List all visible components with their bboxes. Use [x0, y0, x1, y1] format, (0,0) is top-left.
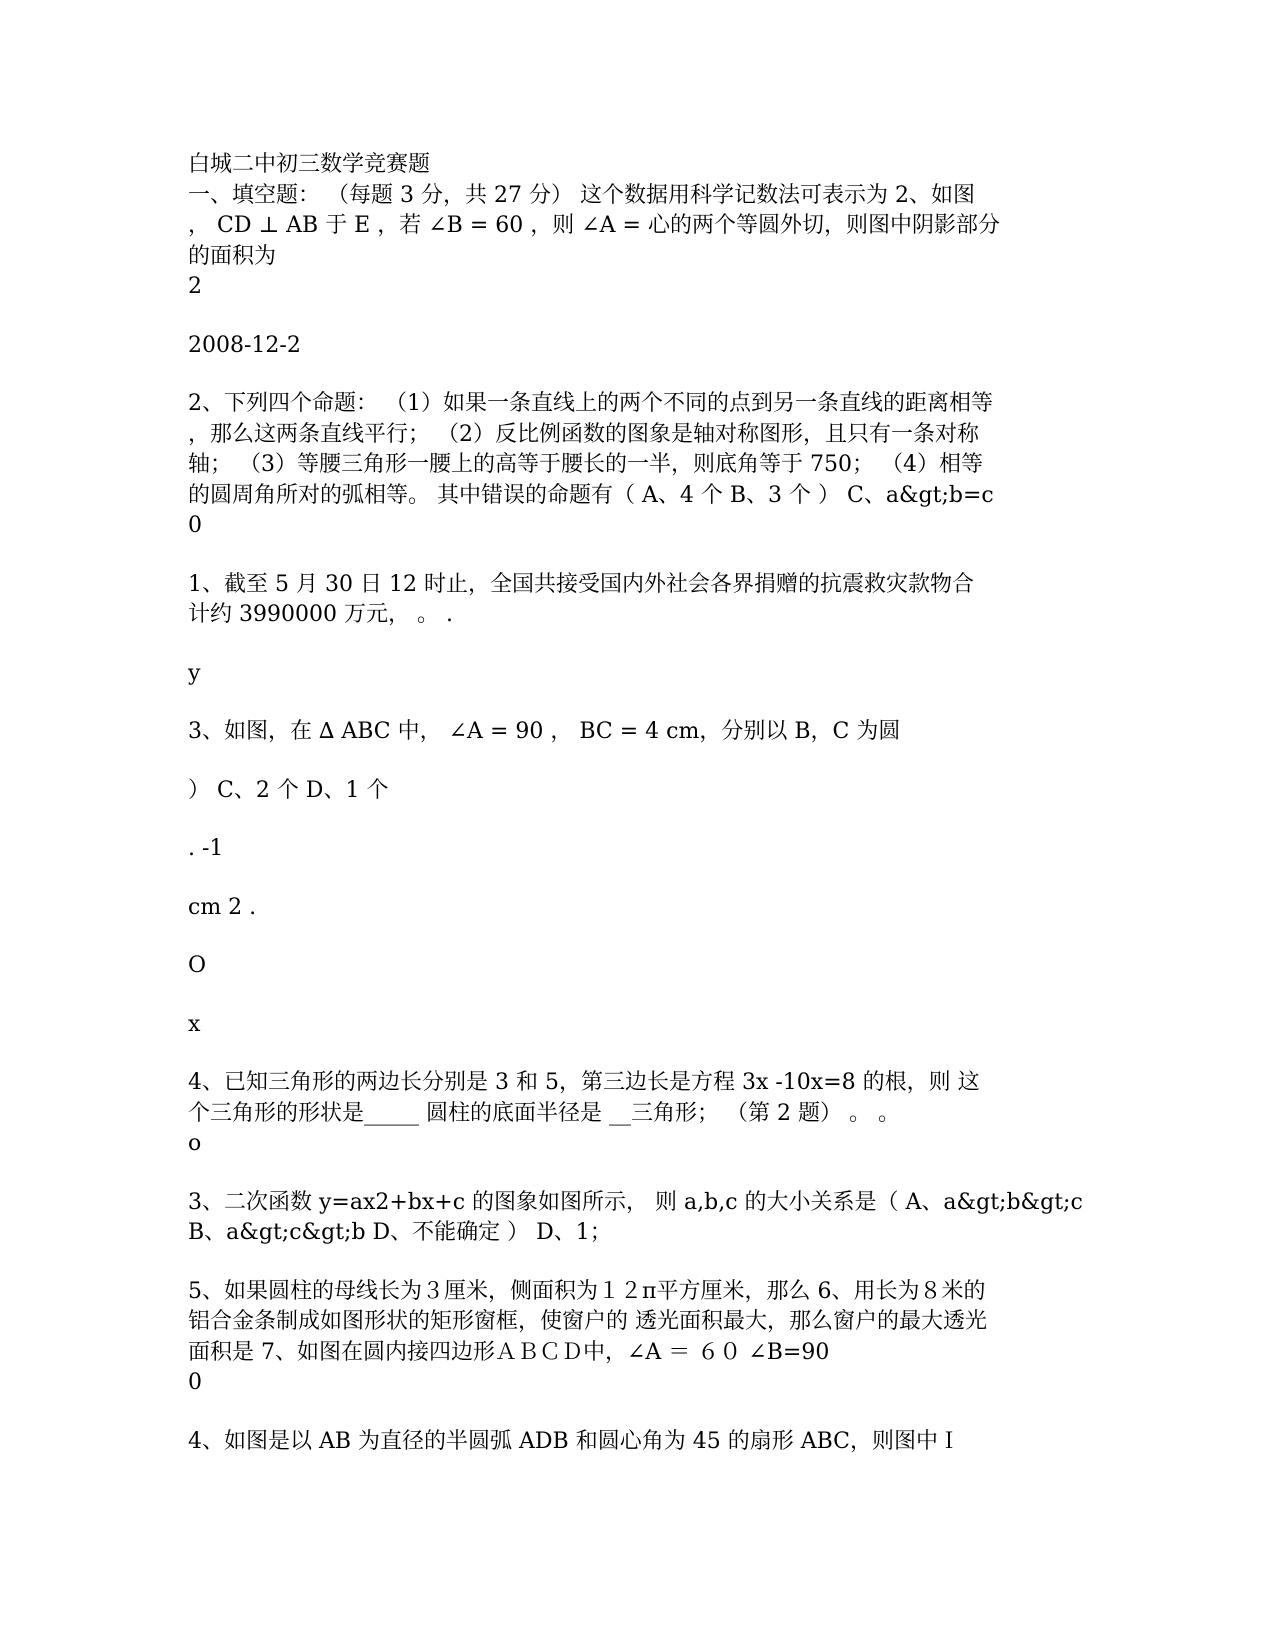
text-line: 白城二中初三数学竞赛题 [188, 152, 431, 177]
text-block [188, 1010, 1108, 1041]
text-line: 个三角形的形状是_____ 圆柱的底面半径是 __三角形； （第 2 题） 。 。 [188, 1100, 900, 1126]
text-block [188, 1068, 1108, 1160]
text-block [188, 1188, 1108, 1249]
text-line: 1、截至 5 月 30 日 12 时止，全国共接受国内外社会各界捐赠的抗震救灾款物合 [188, 571, 974, 597]
text-block [188, 1277, 1108, 1399]
text-line: 的面积为 [188, 243, 277, 269]
text-line: 0 [188, 1370, 202, 1395]
text-block [188, 331, 1108, 362]
text-block [188, 951, 1108, 982]
text-block [188, 1427, 1108, 1458]
text-line: x [188, 1011, 201, 1037]
text-line: ） C、2 个 D、1 个 [188, 777, 389, 803]
text-block [188, 150, 1108, 303]
text-line: 2、下列四个命题： （1）如果一条直线上的两个不同的点到另一条直线的距离相等 [188, 391, 993, 416]
text-block [188, 717, 1108, 748]
text-line: 0 [188, 513, 202, 538]
text-line: ，那么这两条直线平行； （2）反比例函数的图象是轴对称图形，且只有一条对称 [188, 421, 979, 447]
text-line: 铝合金条制成如图形状的矩形窗框，使窗户的 透光面积最大，那么窗户的最大透光 [188, 1309, 987, 1334]
text-line: 轴； （3）等腰三角形一腰上的高等于腰长的一半，则底角等于 750； （4）相等 [188, 452, 983, 477]
text-block [188, 389, 1108, 542]
document-body [188, 150, 1108, 1485]
text-block [188, 659, 1108, 690]
text-line: O [188, 953, 207, 978]
text-line: ， CD ⊥ AB 于 E ，若 ∠B = 60 ，则 ∠A = 心的两个等圆外切，则图中阴影部分 [188, 213, 1000, 238]
text-line: y [188, 660, 201, 686]
text-line: 4、已知三角形的两边长分别是 3 和 5，第三边长是方程 3x -10x=8 的根，则 这 [188, 1070, 980, 1095]
text-block [188, 570, 1108, 631]
text-line: 5、如果圆柱的母线长为３厘米，侧面积为１２π平方厘米，那么 6、用长为８米的 [188, 1278, 986, 1304]
text-line: 2 [188, 274, 202, 299]
text-line: cm 2 . [188, 894, 257, 920]
text-line: 的圆周角所对的弧相等。 其中错误的命题有（ A、4 个 B、3 个 ） C、a&gt;b=c [188, 482, 994, 508]
text-block [188, 834, 1108, 865]
text-line: 一、填空题： （每题 3 分，共 27 分） 这个数据用科学记数法可表示为 2、如图 [188, 182, 975, 208]
text-line: 4、如图是以 AB 为直径的半圆弧 ADB 和圆心角为 45 的扇形 ABC，则图中Ｉ [188, 1428, 960, 1454]
text-line: o [188, 1131, 202, 1156]
text-line: B、a&gt;c&gt;b D、不能确定 ） D、1； [188, 1220, 612, 1245]
text-line: . -1 [188, 836, 224, 861]
text-line: 2008-12-2 [188, 332, 301, 358]
text-block [188, 776, 1108, 807]
text-block [188, 893, 1108, 924]
text-line: 3、如图，在 ∆ ABC 中， ∠A = 90 ， BC = 4 cm，分别以 B，C 为圆 [188, 719, 901, 744]
text-line: 面积是 7、如图在圆内接四边形ＡＢＣＤ中，∠A ＝ ６０ ∠B=90 [188, 1339, 830, 1365]
text-line: 3、二次函数 y=ax2+bx+c 的图象如图所示， 则 a,b,c 的大小关系是（ A、a&gt;b&gt;c [188, 1189, 1083, 1215]
text-line: 计约 3990000 万元， 。 . [188, 602, 453, 627]
